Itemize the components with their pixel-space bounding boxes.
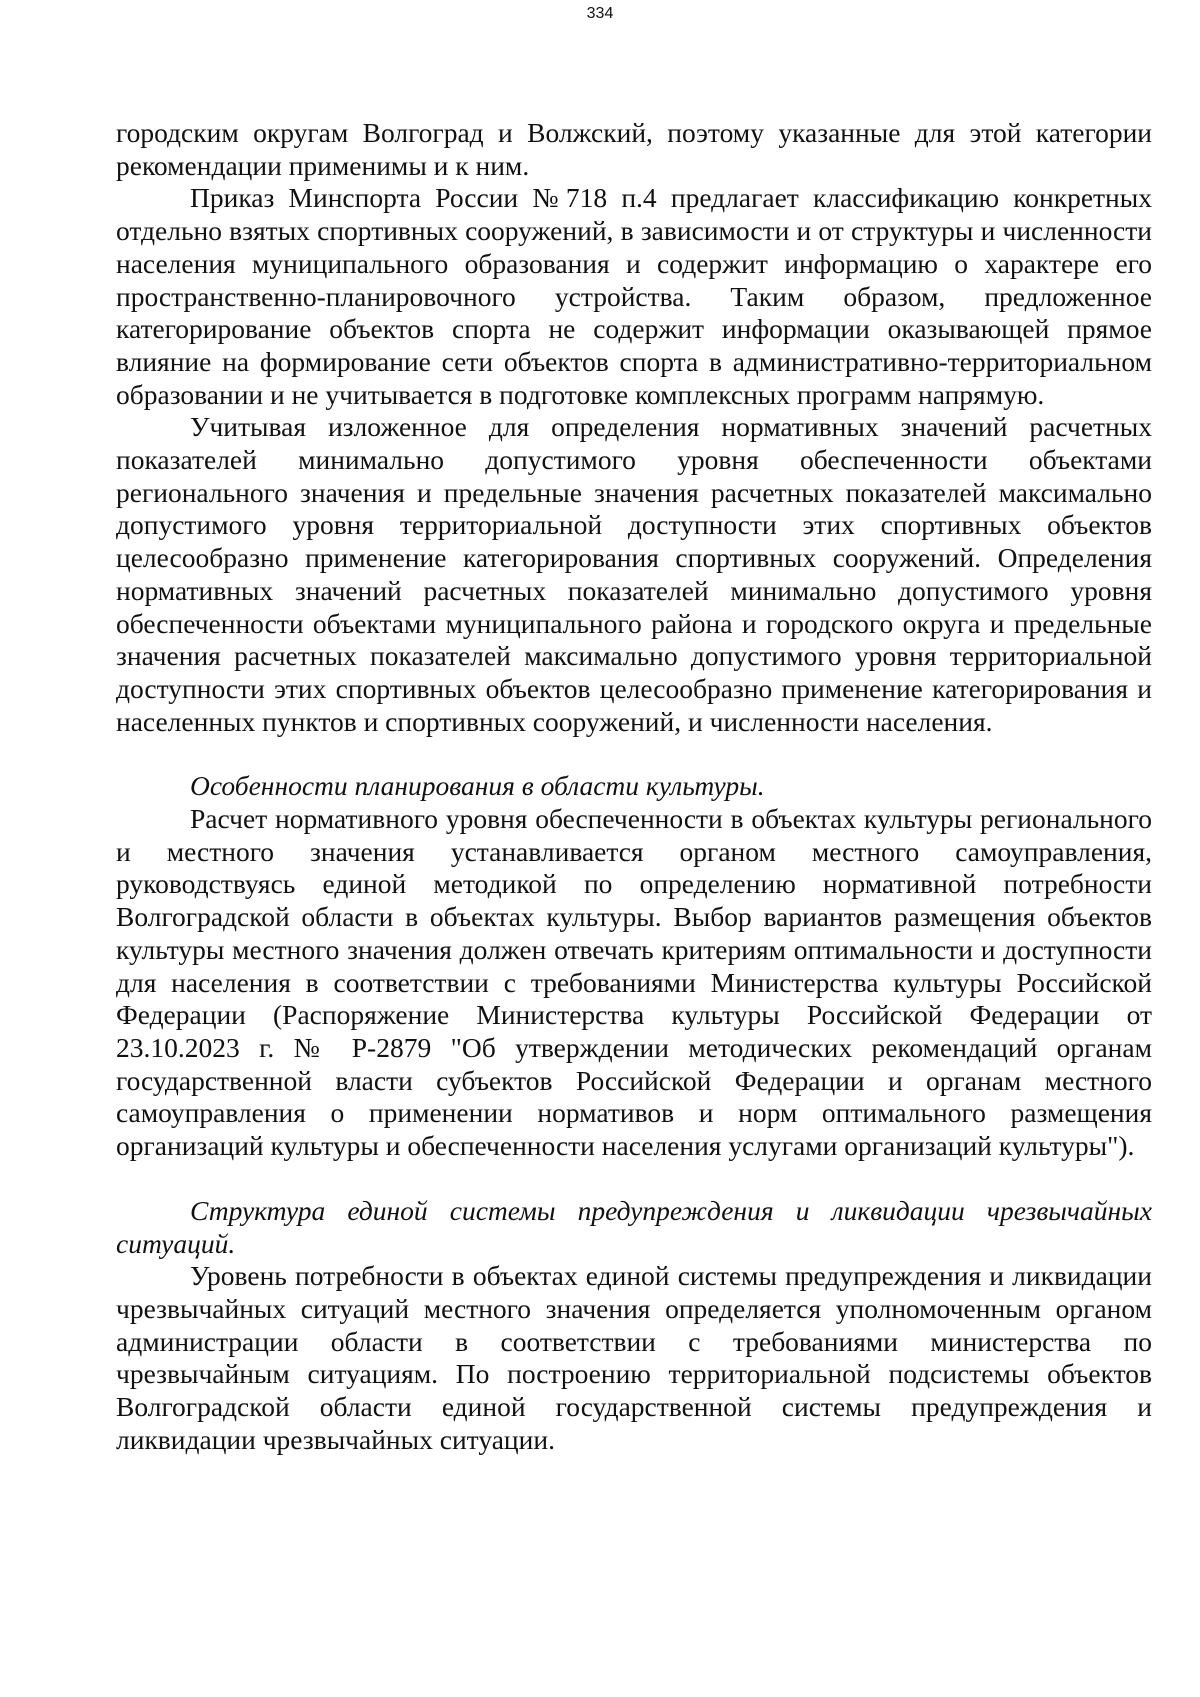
page-number: 334	[586, 5, 614, 22]
paragraph-minsport-order: Приказ Минспорта России №718 п.4 предлагает классификацию конкретных отдельно взятых спортивных сооружений, в зависимости и от структуры и численности населения муниципального образования и содержит информацию о характере его пространственно-планировочного устройства. Таким образом, предложенное категорирование объектов спорта не содержит информации оказывающей прямое влияние на формирование сети объектов спорта в административно-территориальном образовании и не учитывается в подготовке комплексных программ напрямую.	[116, 182, 1152, 410]
paragraph-continuation: городским округам Волгоград и Волжский, поэтому указанные для этой категории рекомендации применимы и к ним.	[116, 117, 1152, 181]
paragraph-emergency: Уровень потребности в объектах единой системы предупреждения и ликвидации чрезвычайных ситуаций местного значения определяется уполномоченным органом администрации области в соответствии с требованиями министерства по чрезвычайным ситуациям. По построению территориальной подсистемы объектов Волгоградской области единой государственной системы предупреждения и ликвидации чрезвычайных ситуации.	[116, 1260, 1152, 1455]
paragraph-culture: Расчет нормативного уровня обеспеченности в объектах культуры регионального и местного значения устанавливается органом местного самоуправления, руководствуясь единой методикой по определению нормативной потребности Волгоградской области в объектах культуры. Выбор вариантов размещения объектов культуры местного значения должен отвечать критериям оптимальности и доступности для населения в соответствии с требованиями Министерства культуры Российской Федерации (Распоряжение Министерства культуры Российской Федерации от 23.10.2023 г. № Р-2879 "Об утверждении методических рекомендаций органам государственной власти субъектов Российской Федерации и органам местного самоуправления о применении нормативов и норм оптимального размещения организаций культуры и обеспеченности населения услугами организаций культуры").	[116, 803, 1152, 1162]
document-body	[116, 117, 1152, 1456]
paragraph-sport-categorization: Учитывая изложенное для определения нормативных значений расчетных показателей минимально допустимого уровня обеспеченности объектами регионального значения и предельные значения расчетных показателей максимально допустимого уровня территориальной доступности этих спортивных объектов целесообразно применение категорирования спортивных сооружений. Определения нормативных значений расчетных показателей минимально допустимого уровня обеспеченности объектами муниципального района и городского округа и предельные значения расчетных показателей максимально допустимого уровня территориальной доступности этих спортивных объектов целесообразно применение категорирования и населенных пунктов и спортивных сооружений, и численности населения.	[116, 411, 1152, 737]
section-heading-culture: Особенности планирования в области культуры.	[190, 770, 765, 802]
section-heading-emergency: Структура единой системы предупреждения и ликвидации чрезвычайных ситуаций.	[116, 1194, 1152, 1259]
